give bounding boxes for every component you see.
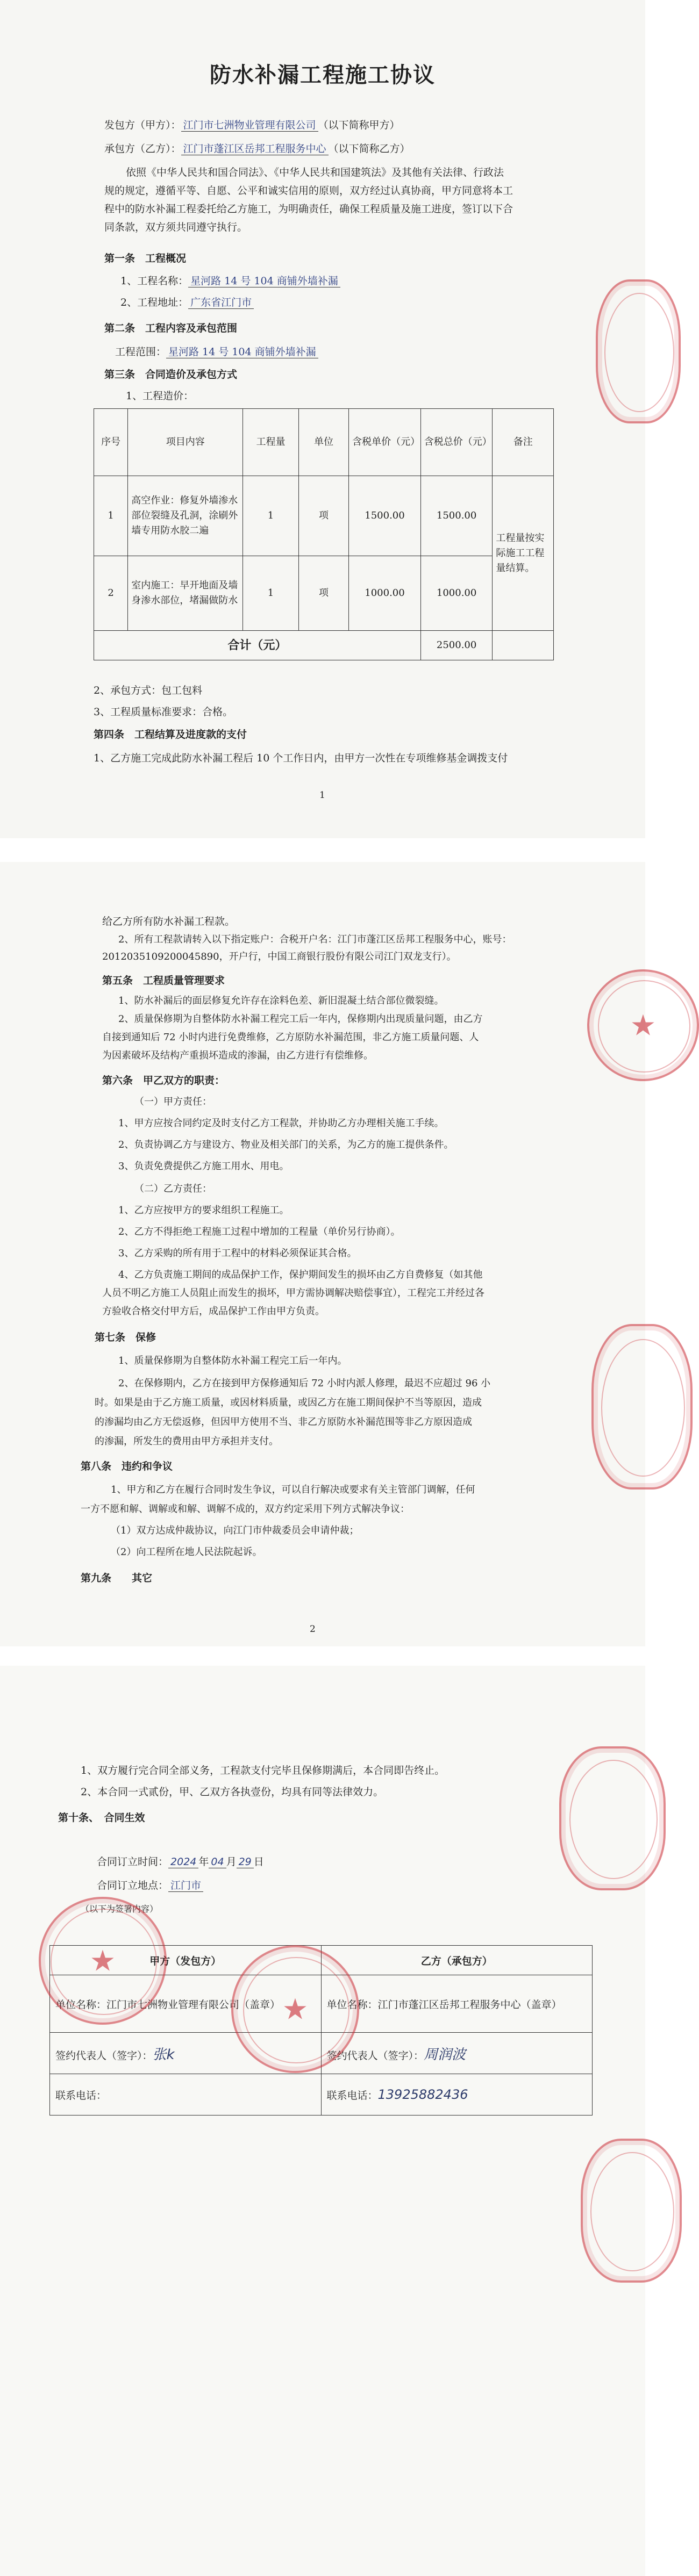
bank-account-line: 2012035109200045890，开户行，中国工商银行股份有限公司江门双龙支行）。 — [102, 951, 457, 962]
phone-label: 联系电话： — [326, 2090, 378, 2102]
row-total: 1000.00 — [420, 556, 493, 631]
total-label: 合计（元） — [94, 631, 421, 660]
seal-star-icon: ★ — [630, 1008, 657, 1042]
row-unit: 项 — [298, 556, 348, 631]
signature-phone-row — [50, 2074, 593, 2116]
quality-item: 为因素破坏及结构产重损坏造成的渗漏，由乙方进行有偿维修。 — [102, 1050, 373, 1061]
header-qty: 工程量 — [243, 409, 298, 476]
table-row — [94, 476, 554, 556]
warranty-line: 2、在保修期内，乙方在接到甲方保修通知后 72 小时内派人修理，最迟不应超过 96 小 — [118, 1378, 491, 1389]
article-2-heading: 第二条 工程内容及承包范围 — [104, 322, 238, 334]
party-b-note: （以下简称乙方） — [328, 143, 410, 155]
termination-line: 1、双方履行完合同全部义务，工程款支付完毕且保修期满后，本合同即告终止。 — [81, 1765, 445, 1776]
seal-star-icon: ★ — [282, 1992, 309, 2026]
day-char: 日 — [253, 1856, 264, 1868]
row-no: 1 — [94, 476, 128, 556]
page-number: 1 — [319, 790, 325, 801]
party-b-duty: 方验收合格交付甲方后，成品保护工作由甲方负责。 — [102, 1306, 325, 1317]
total-remark-empty — [493, 631, 554, 660]
article-4-heading: 第四条 工程结算及进度款的支付 — [94, 729, 247, 740]
row-remark: 工程量按实际施工工程量结算。 — [493, 476, 554, 631]
party-b-duty: 2、乙方不得拒绝工程施工过程中增加的工程量（单价另行协商）。 — [118, 1226, 401, 1237]
party-a-duties-heading: （一）甲方责任： — [134, 1096, 212, 1107]
party-b-duty: 1、乙方应按甲方的要求组织工程施工。 — [118, 1205, 289, 1216]
signature-remark: （以下为签署内容） — [81, 1904, 159, 1914]
table-total-row — [94, 631, 554, 660]
quality-item: 自接到通知后 72 小时内进行免费维修，乙方原防水补漏范围，非乙方施工质量问题、人 — [102, 1032, 479, 1043]
official-seal-stamp — [587, 969, 699, 1081]
table-row — [94, 556, 554, 631]
seal-ring — [604, 293, 674, 412]
article-3-heading: 第三条 合同造价及承包方式 — [104, 369, 238, 380]
project-scope-value: 星河路 14 号 104 商铺外墙补漏 — [166, 346, 318, 358]
party-b-duty: 3、乙方采购的所有用于工程中的材料必须保证其合格。 — [118, 1248, 357, 1259]
phone-label: 联系电话： — [55, 2089, 107, 2102]
payment-clause-cont: 给乙方所有防水补漏工程款。 — [102, 916, 236, 927]
party-b-head: 乙方（承包方） — [321, 1946, 593, 1975]
dispute-line: 一方不愿和解、调解或和解、调解不成的，双方约定采用下列方式解决争议： — [81, 1503, 410, 1515]
party-a-line — [104, 117, 400, 132]
party-a-note: （以下简称甲方） — [318, 119, 400, 131]
bank-account-line: 2、所有工程款请转入以下指定账户：合税开户名：江门市蓬江区岳邦工程服务中心，账号： — [118, 934, 512, 945]
warranty-line: 1、质量保修期为自整体防水补漏工程完工后一年内。 — [118, 1355, 347, 1366]
party-a-duty: 1、甲方应按合同约定及时支付乙方工程款，并协助乙方办理相关施工手续。 — [118, 1118, 444, 1129]
sign-date-year: 2024 — [168, 1856, 198, 1868]
official-seal-stamp — [596, 279, 681, 423]
row-price: 1500.00 — [349, 476, 421, 556]
warranty-line: 的渗漏均由乙方无偿返修，但因甲方使用不当、非乙方原防水补漏范围等非乙方原因造成 — [95, 1416, 472, 1428]
sign-date-day: 29 — [237, 1856, 254, 1868]
seal-ring — [601, 1339, 684, 1477]
contract-page-2 — [0, 862, 657, 1646]
official-seal-stamp — [559, 1746, 666, 1890]
warranty-line: 时。如果是由于乙方施工质量，或因材料质量，或因乙方在施工期间保护不当等原因，造成 — [95, 1397, 482, 1408]
article-7-heading: 第七条 保修 — [95, 1332, 156, 1343]
row-price: 1000.00 — [349, 556, 421, 631]
header-no: 序号 — [94, 409, 128, 476]
page-gap — [0, 838, 645, 862]
party-b-phone — [321, 2074, 593, 2116]
contract-page-3 — [0, 1666, 645, 2576]
contract-page-1 — [0, 0, 645, 838]
party-b-phone-value: 13925882436 — [377, 2087, 468, 2102]
preamble-line: 规的规定，遵循平等、自愿、公平和诚实信用的原则，双方经过认真协商，甲方同意将本工 — [104, 185, 513, 197]
row-no: 2 — [94, 556, 128, 631]
party-a-name: 江门市七洲物业管理有限公司 — [181, 119, 318, 132]
party-a-signature: 张k — [152, 2046, 175, 2063]
seal-ring — [569, 1760, 658, 1879]
row-qty: 1 — [243, 556, 298, 631]
party-b-duty: 人员不明乙方施工人员阻止而发生的损坏，甲方需协调解决赔偿事宜），工程完工并经过各 — [102, 1287, 484, 1299]
preamble-line: 同条款，双方须共同遵守执行。 — [104, 221, 248, 233]
row-content: 室内施工：早开地面及墙身渗水部位，堵漏做防水 — [128, 556, 243, 631]
dispute-line: （2）向工程所在地人民法院起诉。 — [111, 1546, 262, 1558]
article-5-heading: 第五条 工程质量管理要求 — [102, 975, 225, 987]
dispute-line: （1）双方达成仲裁协议，向江门市仲裁委员会申请仲裁； — [111, 1525, 359, 1536]
article-6-heading: 第六条 甲乙双方的职责： — [102, 1075, 225, 1086]
party-a-unit: 单位名称：江门市七洲物业管理有限公司（盖章） — [50, 1975, 322, 2033]
document-title: 防水补漏工程施工协议 — [210, 62, 436, 88]
total-value: 2500.00 — [420, 631, 493, 660]
price-table — [94, 408, 554, 660]
rep-label: 签约代表人（签字）： — [326, 2049, 424, 2062]
project-address-value: 广东省江门市 — [188, 297, 254, 309]
dispute-line: 1、甲方和乙方在履行合同时发生争议，可以自行解决或要求有关主管部门调解，任何 — [111, 1484, 475, 1495]
project-address-label: 2、工程地址： — [120, 297, 189, 308]
quality-standard: 3、工程质量标准要求：合格。 — [94, 706, 233, 718]
article-10-heading: 第十条、 合同生效 — [58, 1812, 145, 1824]
quality-item: 1、防水补漏后的面层修复允许存在涂料色差、新旧混凝土结合部位微裂缝。 — [118, 995, 444, 1006]
header-total: 含税总价（元） — [420, 409, 493, 476]
article-9-heading: 第九条 其它 — [81, 1572, 153, 1584]
party-b-label: 承包方（乙方）： — [104, 143, 181, 155]
sign-place-line — [97, 1877, 203, 1892]
seal-star-icon: ★ — [89, 1944, 116, 1978]
project-scope-label: 工程范围： — [115, 346, 167, 358]
party-a-duty: 3、负责免费提供乙方施工用水、用电。 — [118, 1161, 289, 1172]
quality-item: 2、质量保修期为自整体防水补漏工程完工后一年内，保修期内出现质量问题，由乙方 — [118, 1013, 483, 1025]
party-b-name: 江门市蓬江区岳邦工程服务中心 — [181, 143, 329, 155]
party-a-duty: 2、负责协调乙方与建设方、物业及相关部门的关系，为乙方的施工提供条件。 — [118, 1139, 454, 1150]
page-gap — [0, 1646, 645, 1666]
row-unit: 项 — [298, 476, 348, 556]
payment-clause: 1、乙方施工完成此防水补漏工程后 10 个工作日内，由甲方一次性在专项维修基金调拨支付 — [94, 752, 508, 764]
project-name-label: 1、工程名称： — [120, 275, 189, 287]
header-unit: 单位 — [298, 409, 348, 476]
party-a-head: 甲方（发包方） — [50, 1946, 322, 1975]
year-char: 年 — [198, 1856, 209, 1868]
sign-date-month: 04 — [209, 1856, 226, 1868]
party-b-duties-heading: （二）乙方责任： — [134, 1183, 212, 1195]
party-a-company-seal — [39, 1897, 167, 2025]
party-a-phone — [50, 2074, 322, 2116]
party-b-unit: 单位名称：江门市蓬江区岳邦工程服务中心（盖章） — [321, 1975, 593, 2033]
sign-place-label: 合同订立地点： — [97, 1880, 169, 1891]
party-a-label: 发包方（甲方）： — [104, 119, 181, 131]
preamble-line: 程中的防水补漏工程委托给乙方施工，为明确责任，确保工程质量及施工进度，签订以下合 — [104, 203, 513, 215]
month-char: 月 — [226, 1856, 237, 1868]
party-b-duty: 4、乙方负责施工期间的成品保护工作，保护期间发生的损坏由乙方自费修复（如其他 — [118, 1269, 483, 1280]
article-8-heading: 第八条 违约和争议 — [81, 1460, 173, 1472]
party-b-rep — [321, 2033, 593, 2074]
party-b-line — [104, 141, 410, 155]
project-scope-line — [115, 344, 318, 358]
party-b-company-seal — [231, 1945, 359, 2073]
sign-place-value: 江门市 — [168, 1880, 203, 1892]
official-seal-stamp — [581, 2139, 682, 2283]
article-1-heading: 第一条 工程概况 — [104, 253, 187, 264]
contract-method: 2、承包方式：包工包料 — [94, 685, 203, 696]
sign-date-label: 合同订立时间： — [97, 1856, 169, 1868]
rep-label: 签约代表人（签字）： — [55, 2049, 153, 2062]
official-seal-stamp — [591, 1324, 693, 1490]
preamble-line: 依照《中华人民共和国合同法》、《中华人民共和国建筑法》及其他有关法律、行政法 — [126, 167, 504, 178]
row-content: 高空作业：修复外墙渗水部位裂缝及孔洞，涂刷外墙专用防水胶二遍 — [128, 476, 243, 556]
header-remark: 备注 — [493, 409, 554, 476]
party-b-signature: 周润波 — [424, 2046, 466, 2063]
copies-line: 2、本合同一式贰份，甲、乙双方各执壹份，均具有同等法律效力。 — [81, 1786, 384, 1798]
row-qty: 1 — [243, 476, 298, 556]
project-address-line — [120, 294, 254, 309]
warranty-line: 的渗漏，所发生的费用由甲方承担并支付。 — [95, 1436, 279, 1447]
project-name-value: 星河路 14 号 104 商铺外墙补漏 — [188, 275, 340, 287]
header-price: 含税单价（元） — [349, 409, 421, 476]
row-total: 1500.00 — [420, 476, 493, 556]
price-table-header — [94, 409, 554, 476]
seal-ring — [590, 2152, 674, 2271]
page-number: 2 — [310, 1624, 316, 1635]
sign-date-line — [97, 1854, 264, 1868]
project-name-line — [120, 273, 340, 287]
cost-label: 1、工程造价： — [126, 390, 194, 402]
header-content: 项目内容 — [128, 409, 243, 476]
